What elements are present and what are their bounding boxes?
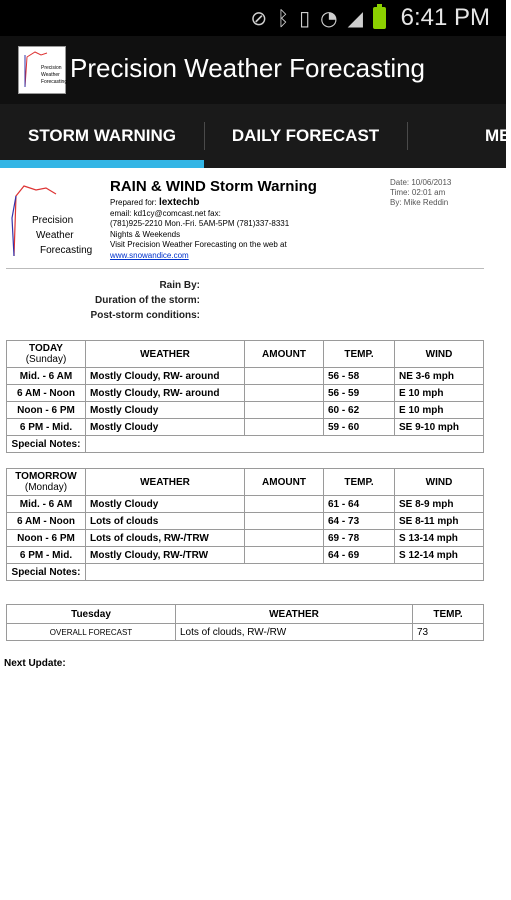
tomorrow-header xyxy=(7,469,86,496)
period-cell: 6 PM - Mid. xyxy=(7,547,86,564)
tab-selected-indicator xyxy=(0,160,204,168)
tuesday-header: Tuesday xyxy=(7,605,176,624)
mute-icon: ⊘ xyxy=(250,6,268,30)
wind-cell: SE 8-11 mph xyxy=(395,513,484,530)
table-row xyxy=(7,385,484,402)
report-date: Date: 10/06/2013 xyxy=(390,178,452,187)
temp-cell: 64 - 69 xyxy=(324,547,395,564)
table-row xyxy=(7,419,484,436)
special-notes-row xyxy=(7,436,484,453)
period-cell: 6 PM - Mid. xyxy=(7,419,86,436)
report-time: Time: 02:01 am xyxy=(390,188,446,197)
amount-cell xyxy=(245,496,324,513)
temp-header: TEMP. xyxy=(324,341,395,368)
report-logo xyxy=(6,178,93,262)
temp-cell: 73 xyxy=(413,624,484,641)
table-row xyxy=(7,402,484,419)
report-logo-text-3: Forecasting xyxy=(40,245,93,256)
nights-line: Nights & Weekends xyxy=(110,229,181,239)
tab-daily-forecast[interactable]: DAILY FORECAST xyxy=(231,126,380,145)
rain-by-label: Rain By: xyxy=(159,280,200,291)
temp-header: TEMP. xyxy=(324,469,395,496)
table-row xyxy=(7,368,484,385)
period-cell: 6 AM - Noon xyxy=(7,385,86,402)
table-row xyxy=(7,530,484,547)
app-logo-text-3: Forecasting xyxy=(41,79,68,85)
special-notes-cell xyxy=(86,564,484,581)
weather-cell: Mostly Cloudy xyxy=(86,402,245,419)
tomorrow-forecast-table xyxy=(6,468,484,581)
weather-cell: Mostly Cloudy, RW- around xyxy=(86,385,245,402)
weather-cell: Lots of clouds xyxy=(86,513,245,530)
weather-cell: Mostly Cloudy xyxy=(86,496,245,513)
amount-cell xyxy=(245,368,324,385)
amount-cell xyxy=(245,530,324,547)
weather-cell: Mostly Cloudy, RW- around xyxy=(86,368,245,385)
report-author: By: Mike Reddin xyxy=(390,198,449,207)
app-title: Precision Weather Forecasting xyxy=(70,53,426,83)
signal-icon: ◢ xyxy=(347,6,363,30)
amount-header: AMOUNT xyxy=(245,341,324,368)
table-row xyxy=(7,513,484,530)
wifi-icon: ◔ xyxy=(320,6,338,30)
next-update-label: Next Update: xyxy=(4,658,66,669)
storm-warning-content[interactable] xyxy=(0,168,506,900)
today-sublabel: (Sunday) xyxy=(25,354,67,365)
post-storm-label: Post-storm conditions: xyxy=(90,310,200,321)
table-header-row xyxy=(7,341,484,368)
amount-header: AMOUNT xyxy=(245,469,324,496)
temp-cell: 56 - 58 xyxy=(324,368,395,385)
table-row xyxy=(7,624,484,641)
duration-label: Duration of the storm: xyxy=(95,295,200,306)
report-logo-text-1: Precision xyxy=(32,215,74,226)
today-label: TODAY xyxy=(29,343,63,354)
today-forecast-table xyxy=(6,340,484,453)
app-logo[interactable] xyxy=(18,46,66,94)
period-cell: Noon - 6 PM xyxy=(7,402,86,419)
temp-cell: 61 - 64 xyxy=(324,496,395,513)
bluetooth-icon: ᛒ xyxy=(277,6,290,30)
weather-cell: Mostly Cloudy, RW-/TRW xyxy=(86,547,245,564)
table-header-row xyxy=(7,605,484,624)
tab-storm-warning[interactable]: STORM WARNING xyxy=(28,126,176,145)
period-cell: Noon - 6 PM xyxy=(7,530,86,547)
tuesday-forecast-table xyxy=(6,604,484,641)
storm-fields xyxy=(0,278,200,323)
amount-cell xyxy=(245,513,324,530)
app-logo-text-2: Weather xyxy=(41,72,60,78)
table-row xyxy=(7,496,484,513)
app-bar xyxy=(0,36,506,104)
wind-cell: S 12-14 mph xyxy=(395,547,484,564)
tomorrow-label: TOMORROW xyxy=(15,471,77,482)
amount-cell xyxy=(245,385,324,402)
vibrate-icon: ▯ xyxy=(299,6,311,30)
status-time: 6:41 PM xyxy=(400,4,490,31)
temp-cell: 59 - 60 xyxy=(324,419,395,436)
weather-header: WEATHER xyxy=(86,341,245,368)
app-logo-text-1: Precision xyxy=(41,65,62,71)
prepared-for-value: lextechb xyxy=(158,197,200,208)
special-notes-cell xyxy=(86,436,484,453)
report-contact-info xyxy=(110,198,370,261)
report-logo-text-2: Weather xyxy=(36,230,74,241)
report-date-block xyxy=(390,178,500,208)
wind-header: WIND xyxy=(395,469,484,496)
period-cell: 6 AM - Noon xyxy=(7,513,86,530)
wind-cell: E 10 mph xyxy=(395,385,484,402)
weather-cell: Mostly Cloudy xyxy=(86,419,245,436)
period-cell: Mid. - 6 AM xyxy=(7,496,86,513)
wind-cell: SE 9-10 mph xyxy=(395,419,484,436)
temp-cell: 69 - 78 xyxy=(324,530,395,547)
table-row xyxy=(7,547,484,564)
amount-cell xyxy=(245,402,324,419)
website-link[interactable]: www.snowandice.com xyxy=(110,250,189,260)
tab-more[interactable]: ME xyxy=(485,126,511,145)
tomorrow-sublabel: (Monday) xyxy=(24,482,68,493)
phone-line: (781)925-2210 Mon.-Fri. 5AM-5PM (781)337-8331 xyxy=(110,219,290,228)
report-title: RAIN & WIND Storm Warning xyxy=(110,178,317,195)
divider xyxy=(6,268,484,269)
wind-cell: E 10 mph xyxy=(395,402,484,419)
special-notes-row xyxy=(7,564,484,581)
special-notes-label: Special Notes: xyxy=(7,564,86,581)
email-line: email: kd1cy@comcast.net fax: xyxy=(110,208,221,218)
table-header-row xyxy=(7,469,484,496)
status-bar xyxy=(0,0,506,36)
visit-line: Visit Precision Weather Forecasting on the web at xyxy=(110,240,287,249)
wind-cell: SE 8-9 mph xyxy=(395,496,484,513)
weather-cell: Lots of clouds, RW-/TRW xyxy=(86,530,245,547)
today-header xyxy=(7,341,86,368)
amount-cell xyxy=(245,419,324,436)
weather-cell: Lots of clouds, RW-/RW xyxy=(176,624,413,641)
weather-header: WEATHER xyxy=(86,469,245,496)
wind-cell: S 13-14 mph xyxy=(395,530,484,547)
status-icons xyxy=(250,6,386,30)
wind-header: WIND xyxy=(395,341,484,368)
wind-cell: NE 3-6 mph xyxy=(395,368,484,385)
amount-cell xyxy=(245,547,324,564)
temp-cell: 60 - 62 xyxy=(324,402,395,419)
overall-forecast-label: OVERALL FORECAST xyxy=(7,624,176,641)
weather-header: WEATHER xyxy=(176,605,413,624)
temp-header: TEMP. xyxy=(413,605,484,624)
special-notes-label: Special Notes: xyxy=(7,436,86,453)
period-cell: Mid. - 6 AM xyxy=(7,368,86,385)
app-logo-icon xyxy=(19,47,68,93)
tab-bar xyxy=(0,104,511,168)
battery-icon xyxy=(373,7,386,29)
temp-cell: 64 - 73 xyxy=(324,513,395,530)
temp-cell: 56 - 59 xyxy=(324,385,395,402)
prepared-for-label: Prepared for: xyxy=(110,198,157,207)
